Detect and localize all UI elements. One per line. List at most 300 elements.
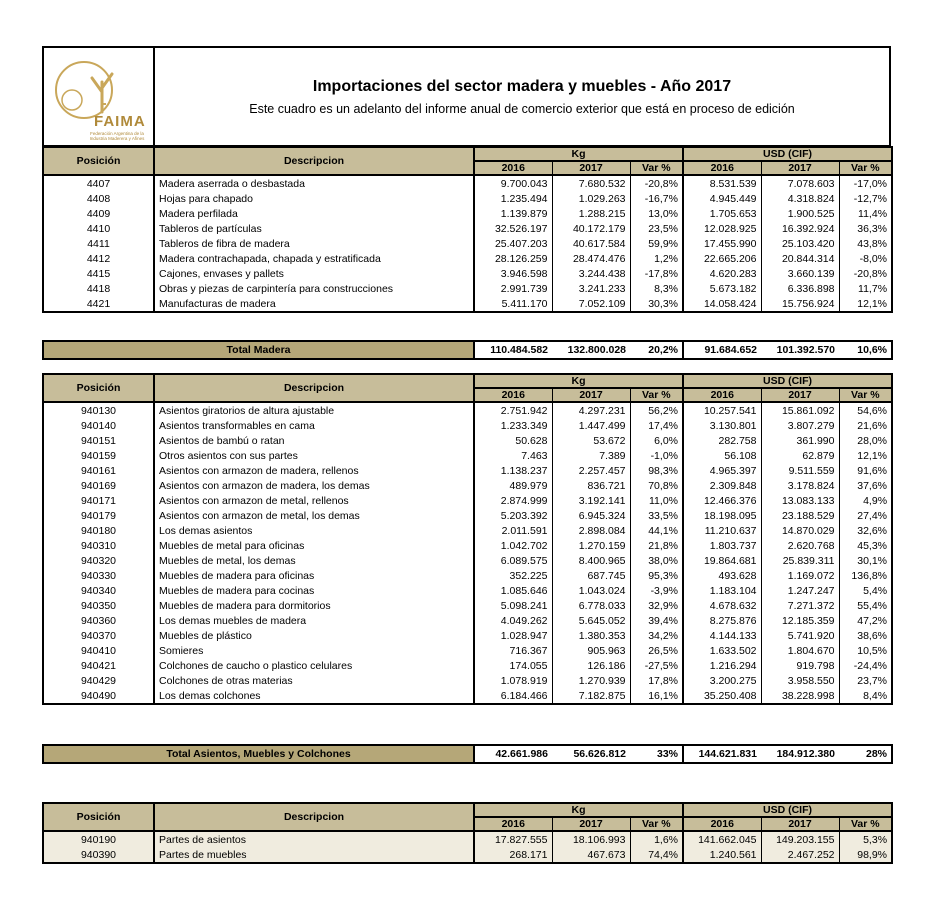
cell-descripcion: Obras y piezas de carpintería para construcciones	[154, 281, 474, 296]
cell-kg-var: 30,3%	[630, 296, 683, 312]
cell-kg-2016: 17.827.555	[474, 831, 552, 847]
cell-usd-2017: 1.247.247	[761, 583, 839, 598]
cell-usd-2016: 4.620.283	[683, 266, 761, 281]
cell-kg-2016: 1.139.879	[474, 206, 552, 221]
cell-usd-2016: 1.705.653	[683, 206, 761, 221]
header-kg-2016: 2016	[474, 817, 552, 831]
cell-posicion: 4412	[86, 252, 111, 265]
table-row	[43, 508, 892, 523]
cell-posicion: 940370	[80, 629, 117, 642]
faima-logo	[44, 48, 155, 145]
cell-usd-2017: 5.741.920	[761, 628, 839, 643]
muebles-total-table	[42, 744, 893, 764]
table-row	[43, 191, 892, 206]
cell-kg-2016: 2.011.591	[474, 523, 552, 538]
cell-usd-var: 10,5%	[839, 643, 892, 658]
cell-usd-var: 5,3%	[839, 831, 892, 847]
cell-kg-2017: 7.389	[552, 448, 630, 463]
cell-kg-2016: 5.098.241	[474, 598, 552, 613]
table-row	[43, 553, 892, 568]
cell-kg-var: -1,0%	[630, 448, 683, 463]
cell-kg-2016: 489.979	[474, 478, 552, 493]
total-label: Total Madera	[43, 341, 474, 359]
cell-descripcion: Cajones, envases y pallets	[154, 266, 474, 281]
cell-descripcion: Muebles de madera para cocinas	[154, 583, 474, 598]
cell-descripcion: Madera contrachapada, chapada y estratificada	[154, 251, 474, 266]
cell-usd-2017: 3.660.139	[761, 266, 839, 281]
table-row	[43, 296, 892, 312]
cell-kg-var: 74,4%	[630, 847, 683, 863]
cell-usd-2017: 7.271.372	[761, 598, 839, 613]
cell-usd-2016: 22.665.206	[683, 251, 761, 266]
total-kg-2017: 132.800.028	[552, 341, 630, 359]
cell-descripcion: Muebles de madera para oficinas	[154, 568, 474, 583]
cell-kg-2017: 1.029.263	[552, 191, 630, 206]
cell-descripcion: Asientos giratorios de altura ajustable	[154, 402, 474, 418]
cell-posicion: 940130	[80, 404, 117, 417]
cell-kg-2017: 40.617.584	[552, 236, 630, 251]
cell-usd-var: 37,6%	[839, 478, 892, 493]
cell-descripcion: Colchones de otras materias	[154, 673, 474, 688]
cell-descripcion: Partes de asientos	[154, 831, 474, 847]
cell-kg-2017: 1.447.499	[552, 418, 630, 433]
cell-kg-2016: 2.874.999	[474, 493, 552, 508]
cell-usd-var: 36,3%	[839, 221, 892, 236]
cell-posicion: 940169	[80, 479, 117, 492]
cell-usd-var: 38,6%	[839, 628, 892, 643]
cell-usd-var: 11,7%	[839, 281, 892, 296]
header-descripcion: Descripcion	[154, 147, 474, 175]
cell-posicion: 940190	[80, 833, 117, 846]
header-usd-2016: 2016	[683, 388, 761, 402]
cell-usd-var: 98,9%	[839, 847, 892, 863]
cell-usd-var: 55,4%	[839, 598, 892, 613]
table-row	[43, 538, 892, 553]
cell-descripcion: Los demas asientos	[154, 523, 474, 538]
header-kg: Kg	[474, 147, 683, 161]
cell-usd-2017: 15.756.924	[761, 296, 839, 312]
logo-text: FAIMA	[94, 113, 146, 130]
table-row	[43, 448, 892, 463]
cell-descripcion: Manufacturas de madera	[154, 296, 474, 312]
cell-usd-2017: 23.188.529	[761, 508, 839, 523]
total-kg-2016: 110.484.582	[474, 341, 552, 359]
cell-posicion: 4415	[86, 267, 111, 280]
cell-kg-2017: 18.106.993	[552, 831, 630, 847]
cell-kg-2017: 40.172.179	[552, 221, 630, 236]
cell-usd-2017: 16.392.924	[761, 221, 839, 236]
total-muebles-row	[43, 745, 892, 763]
cell-usd-var: 91,6%	[839, 463, 892, 478]
cell-kg-2017: 1.270.939	[552, 673, 630, 688]
cell-posicion: 940140	[80, 419, 117, 432]
cell-posicion: 940171	[80, 494, 117, 507]
cell-kg-2016: 352.225	[474, 568, 552, 583]
cell-usd-var: 28,0%	[839, 433, 892, 448]
cell-usd-2016: 11.210.637	[683, 523, 761, 538]
header-usd-2016: 2016	[683, 161, 761, 175]
cell-posicion: 940179	[80, 509, 117, 522]
cell-descripcion: Asientos de bambú o ratan	[154, 433, 474, 448]
cell-kg-var: 16,1%	[630, 688, 683, 704]
cell-usd-2016: 12.028.925	[683, 221, 761, 236]
cell-kg-2016: 1.233.349	[474, 418, 552, 433]
cell-usd-2017: 20.844.314	[761, 251, 839, 266]
table-row	[43, 463, 892, 478]
header-posicion: Posición	[43, 147, 154, 175]
cell-usd-2016: 18.198.095	[683, 508, 761, 523]
cell-descripcion: Asientos con armazon de metal, los demas	[154, 508, 474, 523]
cell-kg-2017: 53.672	[552, 433, 630, 448]
table-row	[43, 418, 892, 433]
cell-descripcion: Muebles de plástico	[154, 628, 474, 643]
cell-descripcion: Los demas colchones	[154, 688, 474, 704]
cell-descripcion: Muebles de metal para oficinas	[154, 538, 474, 553]
cell-kg-var: 39,4%	[630, 613, 683, 628]
cell-descripcion: Muebles de metal, los demas	[154, 553, 474, 568]
cell-kg-2017: 2.898.084	[552, 523, 630, 538]
table-row	[43, 658, 892, 673]
cell-usd-2016: 56.108	[683, 448, 761, 463]
cell-usd-var: 5,4%	[839, 583, 892, 598]
table-row	[43, 583, 892, 598]
cell-usd-2017: 1.900.525	[761, 206, 839, 221]
cell-posicion: 4410	[86, 222, 111, 235]
cell-kg-2016: 1.138.237	[474, 463, 552, 478]
table-row	[43, 523, 892, 538]
cell-kg-var: 1,6%	[630, 831, 683, 847]
total-madera-row	[43, 341, 892, 359]
total-usd-var: 10,6%	[839, 341, 892, 359]
cell-usd-2017: 2.467.252	[761, 847, 839, 863]
cell-usd-2016: 4.144.133	[683, 628, 761, 643]
header-usd-2016: 2016	[683, 817, 761, 831]
cell-posicion: 940421	[80, 659, 117, 672]
cell-posicion: 940350	[80, 599, 117, 612]
cell-kg-2016: 28.126.259	[474, 251, 552, 266]
cell-kg-var: 23,5%	[630, 221, 683, 236]
cell-usd-var: 32,6%	[839, 523, 892, 538]
cell-posicion: 4408	[86, 192, 111, 205]
table-row	[43, 847, 892, 863]
cell-usd-var: 27,4%	[839, 508, 892, 523]
cell-kg-var: 26,5%	[630, 643, 683, 658]
cell-kg-2017: 687.745	[552, 568, 630, 583]
cell-usd-var: 30,1%	[839, 553, 892, 568]
cell-usd-2016: 3.130.801	[683, 418, 761, 433]
header-usd: USD (CIF)	[683, 374, 892, 388]
cell-posicion: 940159	[80, 449, 117, 462]
cell-kg-2017: 3.192.141	[552, 493, 630, 508]
cell-posicion: 4411	[87, 237, 110, 250]
table-row	[43, 433, 892, 448]
cell-kg-2017: 1.288.215	[552, 206, 630, 221]
cell-usd-2016: 17.455.990	[683, 236, 761, 251]
cell-usd-var: 43,8%	[839, 236, 892, 251]
cell-usd-2016: 1.240.561	[683, 847, 761, 863]
cell-usd-2016: 1.633.502	[683, 643, 761, 658]
cell-usd-2016: 141.662.045	[683, 831, 761, 847]
cell-usd-2017: 4.318.824	[761, 191, 839, 206]
header-kg-2016: 2016	[474, 161, 552, 175]
cell-usd-var: -12,7%	[839, 191, 892, 206]
cell-kg-var: 38,0%	[630, 553, 683, 568]
cell-usd-2017: 3.807.279	[761, 418, 839, 433]
cell-usd-var: 4,9%	[839, 493, 892, 508]
cell-kg-var: 17,8%	[630, 673, 683, 688]
cell-kg-2016: 5.411.170	[474, 296, 552, 312]
cell-kg-var: 11,0%	[630, 493, 683, 508]
cell-kg-2017: 905.963	[552, 643, 630, 658]
cell-kg-2017: 6.778.033	[552, 598, 630, 613]
cell-usd-var: 47,2%	[839, 613, 892, 628]
muebles-table	[42, 373, 893, 705]
cell-kg-var: -3,9%	[630, 583, 683, 598]
cell-usd-var: 136,8%	[839, 568, 892, 583]
cell-kg-2017: 3.241.233	[552, 281, 630, 296]
madera-table	[42, 146, 893, 313]
table-row	[43, 266, 892, 281]
table-row	[43, 221, 892, 236]
cell-usd-2016: 8.275.876	[683, 613, 761, 628]
cell-posicion: 940180	[80, 524, 117, 537]
cell-usd-2017: 38.228.998	[761, 688, 839, 704]
cell-kg-2016: 2.991.739	[474, 281, 552, 296]
cell-kg-2016: 1.085.646	[474, 583, 552, 598]
cell-kg-var: -17,8%	[630, 266, 683, 281]
cell-kg-var: 13,0%	[630, 206, 683, 221]
table-row	[43, 568, 892, 583]
header-kg-2016: 2016	[474, 388, 552, 402]
cell-kg-2017: 7.182.875	[552, 688, 630, 704]
header-usd-var: Var %	[839, 161, 892, 175]
cell-usd-2017: 3.178.824	[761, 478, 839, 493]
table-row	[43, 251, 892, 266]
cell-kg-2017: 28.474.476	[552, 251, 630, 266]
header-kg-2017: 2017	[552, 817, 630, 831]
page-title: Importaciones del sector madera y muebles - Año 2017	[312, 78, 732, 95]
cell-kg-var: 1,2%	[630, 251, 683, 266]
cell-posicion: 4409	[86, 207, 111, 220]
cell-descripcion: Muebles de madera para dormitorios	[154, 598, 474, 613]
cell-descripcion: Somieres	[154, 643, 474, 658]
cell-usd-var: 11,4%	[839, 206, 892, 221]
cell-usd-var: 23,7%	[839, 673, 892, 688]
cell-posicion: 940151	[80, 434, 117, 447]
cell-descripcion: Asientos transformables en cama	[154, 418, 474, 433]
cell-usd-2016: 282.758	[683, 433, 761, 448]
cell-usd-var: 12,1%	[839, 296, 892, 312]
header-kg-var: Var %	[630, 388, 683, 402]
table-row	[43, 236, 892, 251]
cell-kg-var: 34,2%	[630, 628, 683, 643]
cell-usd-2017: 25.839.311	[761, 553, 839, 568]
header-usd-var: Var %	[839, 388, 892, 402]
cell-kg-2017: 2.257.457	[552, 463, 630, 478]
cell-kg-var: 95,3%	[630, 568, 683, 583]
cell-usd-var: -17,0%	[839, 175, 892, 191]
cell-kg-2017: 7.052.109	[552, 296, 630, 312]
cell-kg-2016: 5.203.392	[474, 508, 552, 523]
header-kg-2017: 2017	[552, 388, 630, 402]
cell-usd-var: 12,1%	[839, 448, 892, 463]
cell-kg-2016: 268.171	[474, 847, 552, 863]
cell-kg-2016: 50.628	[474, 433, 552, 448]
cell-kg-var: 21,8%	[630, 538, 683, 553]
cell-posicion: 940310	[80, 539, 117, 552]
cell-descripcion: Partes de muebles	[154, 847, 474, 863]
total-label: Total Asientos, Muebles y Colchones	[43, 745, 474, 763]
cell-kg-var: 56,2%	[630, 402, 683, 418]
cell-posicion: 940330	[80, 569, 117, 582]
table-row	[43, 643, 892, 658]
header-usd-var: Var %	[839, 817, 892, 831]
cell-posicion: 4418	[86, 282, 111, 295]
cell-kg-2017: 4.297.231	[552, 402, 630, 418]
cell-posicion: 940360	[80, 614, 117, 627]
total-usd-2017: 101.392.570	[761, 341, 839, 359]
cell-usd-2016: 35.250.408	[683, 688, 761, 704]
cell-usd-2017: 7.078.603	[761, 175, 839, 191]
cell-usd-2016: 10.257.541	[683, 402, 761, 418]
cell-kg-var: 6,0%	[630, 433, 683, 448]
table-row	[43, 206, 892, 221]
total-usd-2016: 144.621.831	[683, 745, 761, 763]
cell-descripcion: Los demas muebles de madera	[154, 613, 474, 628]
cell-usd-2016: 1.183.104	[683, 583, 761, 598]
cell-kg-2016: 1.235.494	[474, 191, 552, 206]
cell-kg-2016: 1.028.947	[474, 628, 552, 643]
cell-kg-2016: 6.184.466	[474, 688, 552, 704]
cell-kg-2017: 1.380.353	[552, 628, 630, 643]
logo-subtext: Federación Argentina de la Industria Maderera y Afines	[89, 131, 145, 141]
madera-total-table	[42, 340, 893, 360]
cell-kg-2017: 5.645.052	[552, 613, 630, 628]
cell-kg-2017: 836.721	[552, 478, 630, 493]
cell-usd-2017: 3.958.550	[761, 673, 839, 688]
cell-kg-2016: 716.367	[474, 643, 552, 658]
header-kg: Kg	[474, 803, 683, 817]
table-row	[43, 175, 892, 191]
cell-usd-var: 21,6%	[839, 418, 892, 433]
cell-posicion: 4421	[86, 297, 111, 310]
cell-usd-2016: 14.058.424	[683, 296, 761, 312]
cell-kg-2016: 7.463	[474, 448, 552, 463]
total-usd-2016: 91.684.652	[683, 341, 761, 359]
table-row	[43, 673, 892, 688]
cell-usd-2016: 1.216.294	[683, 658, 761, 673]
cell-kg-2016: 174.055	[474, 658, 552, 673]
cell-kg-2016: 3.946.598	[474, 266, 552, 281]
cell-kg-2016: 4.049.262	[474, 613, 552, 628]
total-kg-2017: 56.626.812	[552, 745, 630, 763]
cell-descripcion: Otros asientos con sus partes	[154, 448, 474, 463]
cell-posicion: 940410	[80, 644, 117, 657]
cell-usd-2016: 5.673.182	[683, 281, 761, 296]
table-row	[43, 688, 892, 704]
cell-usd-2017: 6.336.898	[761, 281, 839, 296]
cell-usd-var: -24,4%	[839, 658, 892, 673]
cell-kg-var: -20,8%	[630, 175, 683, 191]
cell-kg-2017: 7.680.532	[552, 175, 630, 191]
cell-kg-2016: 25.407.203	[474, 236, 552, 251]
cell-posicion: 940340	[80, 584, 117, 597]
header-usd: USD (CIF)	[683, 803, 892, 817]
cell-descripcion: Hojas para chapado	[154, 191, 474, 206]
cell-kg-var: -27,5%	[630, 658, 683, 673]
table-row	[43, 402, 892, 418]
cell-usd-2017: 149.203.155	[761, 831, 839, 847]
table-row	[43, 628, 892, 643]
cell-kg-2016: 32.526.197	[474, 221, 552, 236]
cell-usd-2017: 919.798	[761, 658, 839, 673]
table-row	[43, 478, 892, 493]
cell-usd-2016: 493.628	[683, 568, 761, 583]
cell-usd-2017: 9.511.559	[761, 463, 839, 478]
header-usd-2017: 2017	[761, 388, 839, 402]
cell-descripcion: Tableros de fibra de madera	[154, 236, 474, 251]
table-row	[43, 598, 892, 613]
cell-kg-2016: 1.078.919	[474, 673, 552, 688]
cell-kg-2016: 2.751.942	[474, 402, 552, 418]
header-kg: Kg	[474, 374, 683, 388]
cell-usd-2017: 13.083.133	[761, 493, 839, 508]
header-usd-2017: 2017	[761, 817, 839, 831]
header-kg-var: Var %	[630, 817, 683, 831]
cell-usd-2016: 2.309.848	[683, 478, 761, 493]
cell-usd-2016: 8.531.539	[683, 175, 761, 191]
header-kg-var: Var %	[630, 161, 683, 175]
cell-kg-var: 70,8%	[630, 478, 683, 493]
cell-usd-2016: 4.678.632	[683, 598, 761, 613]
cell-kg-2016: 9.700.043	[474, 175, 552, 191]
header-usd: USD (CIF)	[683, 147, 892, 161]
cell-usd-2016: 4.965.397	[683, 463, 761, 478]
cell-posicion: 940390	[80, 848, 117, 861]
cell-usd-2016: 1.803.737	[683, 538, 761, 553]
cell-kg-var: 33,5%	[630, 508, 683, 523]
cell-posicion: 940320	[80, 554, 117, 567]
total-usd-2017: 184.912.380	[761, 745, 839, 763]
cell-descripcion: Asientos con armazon de madera, rellenos	[154, 463, 474, 478]
cell-usd-2017: 1.804.670	[761, 643, 839, 658]
partes-table	[42, 802, 893, 864]
cell-posicion: 4407	[86, 177, 111, 190]
cell-usd-2017: 15.861.092	[761, 402, 839, 418]
cell-kg-2017: 8.400.965	[552, 553, 630, 568]
header-kg-2017: 2017	[552, 161, 630, 175]
cell-usd-var: -8,0%	[839, 251, 892, 266]
cell-kg-var: -16,7%	[630, 191, 683, 206]
table-row	[43, 831, 892, 847]
cell-usd-2017: 1.169.072	[761, 568, 839, 583]
header-posicion: Posición	[43, 803, 154, 831]
cell-kg-2016: 6.089.575	[474, 553, 552, 568]
cell-descripcion: Colchones de caucho o plastico celulares	[154, 658, 474, 673]
cell-kg-var: 32,9%	[630, 598, 683, 613]
header-usd-2017: 2017	[761, 161, 839, 175]
cell-descripcion: Madera perfilada	[154, 206, 474, 221]
cell-usd-2016: 4.945.449	[683, 191, 761, 206]
table-row	[43, 281, 892, 296]
cell-usd-2017: 361.990	[761, 433, 839, 448]
cell-kg-2017: 467.673	[552, 847, 630, 863]
cell-descripcion: Asientos con armazon de madera, los demas	[154, 478, 474, 493]
cell-kg-var: 98,3%	[630, 463, 683, 478]
cell-usd-2017: 12.185.359	[761, 613, 839, 628]
total-usd-var: 28%	[839, 745, 892, 763]
cell-kg-2017: 3.244.438	[552, 266, 630, 281]
